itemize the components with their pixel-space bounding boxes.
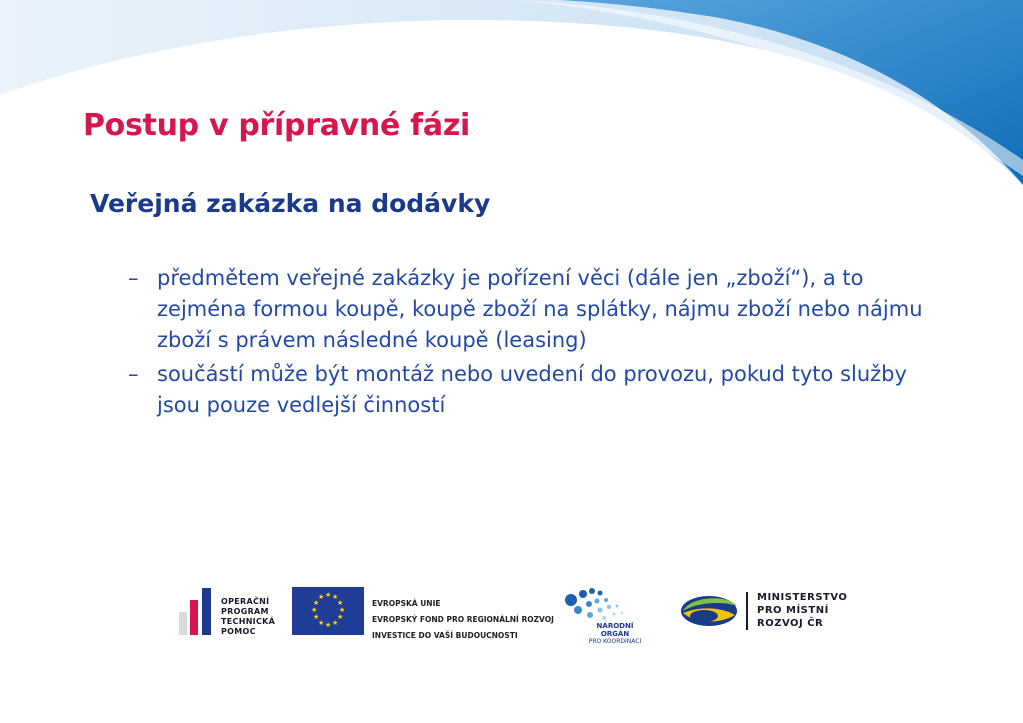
- svg-text:★: ★: [318, 593, 325, 601]
- logo-text-line: PROGRAM: [221, 607, 269, 616]
- logo-text-line: EVROPSKÁ UNIE: [372, 599, 441, 608]
- section-heading: Veřejná zakázka na dodávky: [90, 189, 491, 218]
- svg-text:★: ★: [325, 621, 332, 629]
- svg-text:★: ★: [311, 606, 318, 614]
- bullet-dash: –: [128, 362, 139, 386]
- eu-logo-text: [372, 596, 554, 644]
- logo-text-line: NÁRODNÍ ORGÁN: [596, 622, 634, 638]
- svg-text:★: ★: [332, 619, 339, 627]
- optp-logo-text: [221, 597, 275, 637]
- bullet-text: předmětem veřejné zakázky je pořízení věci (dále jen „zboží“), a to zejména formou koupě, koupě zboží na splátky, nájmu zboží nebo nájmu zboží s právem následné koupě (leasing): [157, 266, 923, 352]
- svg-text:★: ★: [313, 599, 320, 607]
- logo-text-line: PRO MÍSTNÍ: [757, 605, 829, 616]
- nok-logo-icon: [565, 588, 623, 620]
- mmr-logo-icon: [681, 592, 748, 630]
- logo-text-line: POMOC: [221, 627, 256, 636]
- logo-text-line: MINISTERSTVO: [757, 592, 848, 603]
- svg-text:★: ★: [337, 613, 344, 621]
- nok-logo-text: [585, 622, 645, 646]
- logo-text-line: EVROPSKÝ FOND PRO REGIONÁLNÍ ROZVOJ: [372, 615, 554, 624]
- svg-text:★: ★: [339, 606, 346, 614]
- svg-text:★: ★: [332, 593, 339, 601]
- bullet-text: součástí může být montáž nebo uvedení do provozu, pokud tyto služby jsou pouze vedlejší činností: [157, 362, 907, 417]
- mmr-logo-text: [757, 591, 847, 630]
- svg-text:★: ★: [318, 619, 325, 627]
- logo-text-line: PRO KOORDINACI: [588, 638, 642, 645]
- eu-flag-icon: [292, 587, 364, 635]
- logo-text-line: ROZVOJ ČR: [757, 618, 824, 629]
- svg-text:★: ★: [325, 591, 332, 599]
- slide-title: Postup v přípravné fázi: [83, 108, 470, 143]
- logo-text-line: OPERAČNÍ: [221, 597, 270, 606]
- bullet-dash: –: [128, 266, 139, 290]
- logo-text-line: INVESTICE DO VAŠÍ BUDOUCNOSTI: [372, 631, 518, 640]
- logo-text-line: TECHNICKÁ: [221, 617, 276, 626]
- svg-text:★: ★: [337, 599, 344, 607]
- svg-text:★: ★: [313, 613, 320, 621]
- optp-logo-icon: [179, 588, 211, 635]
